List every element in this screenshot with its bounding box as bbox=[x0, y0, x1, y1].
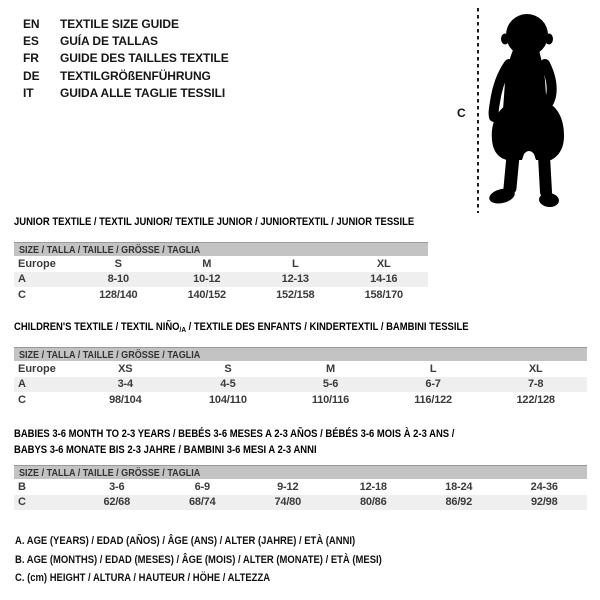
table-row bbox=[14, 256, 428, 272]
language-title: TEXTILE SIZE GUIDE bbox=[60, 16, 179, 31]
language-row-fr bbox=[23, 50, 229, 67]
size-cell: 24-36 bbox=[530, 480, 558, 493]
size-cell: 104/110 bbox=[209, 393, 247, 406]
size-cell: 9-12 bbox=[277, 480, 299, 493]
language-row-de bbox=[23, 67, 229, 84]
row-label: A bbox=[18, 273, 26, 286]
footnote-c bbox=[15, 572, 442, 591]
size-cell: 5-6 bbox=[322, 378, 339, 391]
footnote-c-text: C. (cm) HEIGHT / ALTURA / HAUTEUR / HÖHE / ALTEZZA bbox=[15, 572, 271, 584]
size-cell: S bbox=[114, 257, 122, 270]
size-cell: 10-12 bbox=[193, 273, 221, 286]
size-cell: 92/98 bbox=[530, 496, 558, 509]
language-title-list bbox=[23, 15, 229, 101]
size-cell: 80/86 bbox=[359, 496, 387, 509]
size-header-bar-label: SIZE / TALLA / TAILLE / GRÖSSE / TAGLIA bbox=[19, 348, 201, 361]
size-cell: M bbox=[202, 257, 212, 270]
title-part: / TEXTILE DES ENFANTS / KINDERTEXTIL / BAMBINI TESSILE bbox=[185, 321, 469, 333]
title-part: CHILDREN'S TEXTILE / TEXTIL NIÑO bbox=[14, 321, 180, 333]
babies-size-table bbox=[14, 426, 587, 510]
size-cell: L bbox=[429, 362, 437, 375]
language-row-it bbox=[23, 84, 229, 101]
size-cell: S bbox=[224, 362, 232, 375]
size-cell: 8-10 bbox=[107, 273, 129, 286]
row-label: Europe bbox=[18, 362, 56, 375]
size-cell: 18-24 bbox=[445, 480, 473, 493]
size-cell: L bbox=[291, 257, 299, 270]
table-row bbox=[14, 495, 587, 511]
table-row bbox=[14, 479, 587, 495]
size-header-bar bbox=[14, 347, 587, 361]
row-label: C bbox=[18, 393, 26, 406]
size-cell: 6-7 bbox=[425, 378, 441, 391]
language-code: EN bbox=[23, 16, 40, 31]
babies-table-title bbox=[14, 426, 587, 458]
size-header-bar bbox=[14, 242, 428, 256]
footnote-a-text: A. AGE (YEARS) / EDAD (AÑOS) / ÂGE (ANS) / ALTER (JAHRE) / ETÀ (ANNI) bbox=[15, 535, 356, 547]
language-row-es bbox=[23, 32, 229, 49]
row-label: B bbox=[18, 480, 26, 493]
language-row-en bbox=[23, 15, 229, 32]
height-dashed-line bbox=[477, 8, 479, 213]
size-cell: M bbox=[326, 362, 335, 375]
table-row bbox=[14, 361, 587, 377]
language-code: ES bbox=[23, 33, 39, 48]
footnote-a bbox=[15, 535, 442, 554]
row-label: C bbox=[18, 288, 26, 301]
height-marker-label: C bbox=[457, 106, 466, 120]
size-cell: 6-9 bbox=[194, 480, 210, 493]
children-size-table bbox=[14, 320, 587, 408]
footnote-b-text: B. AGE (MONTHS) / EDAD (MESES) / ÂGE (MOIS) / ALTER (MONATE) / ETÀ (MESI) bbox=[15, 553, 382, 566]
title-subscript: /A bbox=[179, 325, 186, 334]
size-header-bar bbox=[14, 465, 587, 479]
table-row bbox=[14, 272, 428, 288]
footnote-legend bbox=[15, 535, 442, 591]
language-code: IT bbox=[23, 85, 34, 100]
baby-silhouette-icon bbox=[483, 8, 575, 210]
row-label: C bbox=[18, 496, 26, 509]
size-cell: 98/104 bbox=[109, 393, 142, 406]
size-cell: 62/68 bbox=[103, 496, 131, 509]
size-cell: 12-13 bbox=[281, 273, 309, 286]
language-title: GUÍA DE TALLAS bbox=[60, 33, 158, 48]
size-cell: 128/140 bbox=[99, 288, 138, 301]
size-cell: 122/128 bbox=[516, 393, 555, 406]
junior-size-table bbox=[14, 215, 428, 303]
language-code: DE bbox=[23, 68, 40, 83]
size-cell: 116/122 bbox=[414, 393, 452, 406]
size-cell: 158/170 bbox=[364, 288, 403, 301]
size-cell: 152/158 bbox=[276, 288, 315, 301]
size-cell: 12-18 bbox=[359, 480, 387, 493]
row-label: Europe bbox=[18, 257, 56, 270]
size-cell: 74/80 bbox=[274, 496, 302, 509]
size-cell: 110/116 bbox=[311, 393, 350, 406]
size-cell: 14-16 bbox=[370, 273, 398, 286]
size-cell: XL bbox=[376, 257, 391, 270]
babies-table-title-line2: BABYS 3-6 MONATE BIS 2-3 JAHRE / BAMBINI 3-6 MESI A 2-3 ANNI bbox=[14, 444, 317, 456]
size-header-bar-label: SIZE / TALLA / TAILLE / GRÖSSE / TAGLIA bbox=[19, 466, 201, 479]
table-row bbox=[14, 287, 428, 303]
row-label: A bbox=[18, 378, 26, 391]
language-title: GUIDA ALLE TAGLIE TESSILI bbox=[60, 85, 226, 100]
babies-table-title-line1: BABIES 3-6 MONTH TO 2-3 YEARS / BEBÉS 3-6 MESES A 2-3 AÑOS / BÉBÉS 3-6 MOIS À 2-3 ANS / bbox=[14, 428, 455, 440]
size-cell: XS bbox=[118, 362, 133, 375]
table-row bbox=[14, 392, 587, 408]
table-row bbox=[14, 377, 587, 393]
language-title: TEXTILGRÖßENFÜHRUNG bbox=[60, 68, 211, 83]
size-cell: 7-8 bbox=[528, 378, 544, 391]
size-cell: 68/74 bbox=[188, 496, 216, 509]
size-cell: 4-5 bbox=[220, 378, 236, 391]
junior-table-title bbox=[14, 215, 428, 230]
size-cell: 3-4 bbox=[117, 378, 133, 391]
size-cell: 86/92 bbox=[445, 496, 473, 509]
size-header-bar-label: SIZE / TALLA / TAILLE / GRÖSSE / TAGLIA bbox=[19, 243, 201, 256]
junior-table-title-text: JUNIOR TEXTILE / TEXTIL JUNIOR/ TEXTILE JUNIOR / JUNIORTEXTIL / JUNIOR TESSILE bbox=[14, 216, 415, 228]
children-table-title-text bbox=[14, 320, 469, 337]
size-cell: 3-6 bbox=[109, 480, 125, 493]
size-cell: 140/152 bbox=[187, 288, 226, 301]
children-table-title bbox=[14, 320, 587, 337]
size-cell: XL bbox=[528, 362, 543, 375]
language-title: GUIDE DES TAILLES TEXTILE bbox=[60, 51, 229, 66]
footnote-b bbox=[15, 554, 442, 573]
language-code: FR bbox=[23, 51, 39, 66]
